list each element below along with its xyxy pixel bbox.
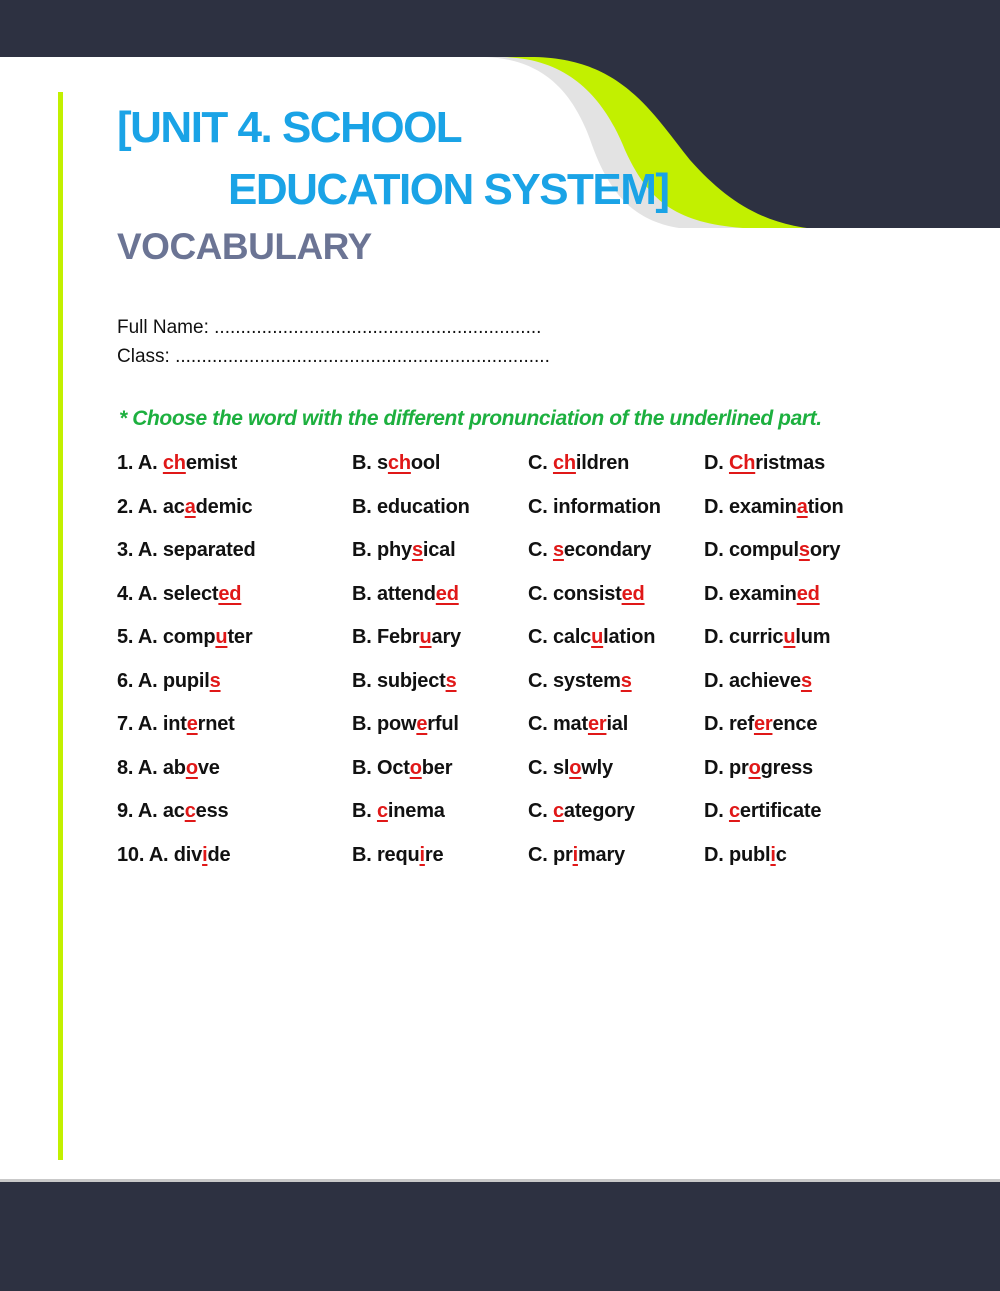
option-label: C. [528, 800, 553, 822]
word-text: ial [606, 713, 629, 735]
word-text: econdary [563, 539, 652, 561]
option-label: C. [528, 669, 553, 692]
answer-option[interactable] [528, 451, 629, 475]
answer-option[interactable] [352, 495, 470, 519]
word-text: gress [760, 756, 813, 779]
unit-title-line1: [UNIT 4. SCHOOL [117, 103, 462, 152]
word-text: consist [552, 582, 622, 605]
underlined-part: Ch [728, 452, 756, 474]
underlined-part: ed [218, 582, 242, 605]
underlined-part: ch [387, 452, 411, 474]
option-label: D. [704, 539, 729, 561]
word-text: ref [728, 713, 754, 735]
answer-option[interactable] [117, 625, 252, 649]
word-text: publ [728, 843, 771, 866]
bottom-dark-band [0, 1182, 1000, 1291]
word-text: ter [227, 626, 253, 648]
underlined-part: i [572, 843, 578, 866]
option-label: 10. A. [117, 843, 174, 866]
underlined-part: u [215, 626, 228, 648]
option-label: D. [704, 669, 729, 692]
word-text: ary [431, 626, 461, 648]
answer-option[interactable] [528, 582, 645, 606]
answer-option[interactable] [117, 495, 252, 519]
question-row [0, 712, 1000, 742]
word-text: compul [728, 539, 799, 561]
option-label: 6. A. [117, 669, 163, 692]
option-label: B. [352, 452, 377, 474]
option-label: C. [528, 713, 553, 735]
underlined-part: s [445, 669, 457, 692]
word-text: requ [376, 843, 420, 866]
word-text: ildren [575, 452, 630, 474]
instruction-text: * Choose the word with the different pronunciation of the underlined part. [119, 407, 822, 430]
word-text: phy [376, 539, 412, 561]
question-row [0, 625, 1000, 655]
answer-option[interactable] [528, 669, 632, 693]
answer-option[interactable] [117, 669, 221, 693]
option-label: D. [704, 582, 729, 605]
word-text: examin [728, 582, 797, 605]
word-text: ategory [563, 800, 635, 822]
option-label: D. [704, 495, 729, 518]
underlined-part: c [552, 800, 564, 822]
question-row [0, 538, 1000, 568]
word-text: achieve [728, 669, 801, 692]
option-label: 1. A. [117, 452, 163, 474]
option-label: B. [352, 843, 377, 866]
answer-option[interactable] [704, 669, 812, 693]
underlined-part: o [409, 756, 422, 779]
option-label: 5. A. [117, 626, 163, 648]
word-text: attend [376, 582, 436, 605]
word-text: ab [162, 756, 186, 779]
word-text: c [775, 843, 787, 866]
underlined-part: e [416, 713, 428, 735]
answer-option[interactable] [352, 669, 457, 693]
answer-option[interactable] [528, 495, 661, 519]
underlined-part: u [591, 626, 604, 648]
word-text: separated [162, 539, 256, 561]
answer-option[interactable] [704, 451, 825, 475]
answer-option[interactable] [117, 799, 228, 823]
word-text: wly [581, 756, 613, 779]
underlined-part: o [569, 756, 582, 779]
option-label: B. [352, 495, 377, 518]
answer-option[interactable] [704, 843, 787, 867]
word-text: ertificate [739, 800, 822, 822]
question-row [0, 756, 1000, 786]
option-label: B. [352, 800, 377, 822]
word-text: de [207, 843, 231, 866]
word-text: curric [728, 626, 784, 648]
underlined-part: ed [796, 582, 820, 605]
full-name-field: Full Name: .............................................................. [117, 317, 542, 338]
underlined-part: o [185, 756, 198, 779]
section-subtitle: VOCABULARY [117, 226, 372, 267]
option-label: B. [352, 626, 377, 648]
word-text: select [162, 582, 219, 605]
underlined-part: ed [435, 582, 459, 605]
word-text: demic [195, 495, 253, 518]
word-text: ve [197, 756, 220, 779]
class-field: Class: ....................................................................... [117, 346, 550, 367]
word-text: information [552, 495, 661, 518]
option-label: 3. A. [117, 539, 163, 561]
option-label: C. [528, 843, 553, 866]
underlined-part: c [728, 800, 740, 822]
word-text: ac [162, 495, 185, 518]
answer-option[interactable] [352, 756, 452, 780]
word-text: examin [728, 495, 797, 518]
word-text: pow [376, 713, 417, 735]
answer-option[interactable] [704, 799, 821, 823]
answer-option[interactable] [528, 712, 628, 736]
underlined-part: er [753, 713, 773, 735]
answer-option[interactable] [117, 538, 256, 562]
answer-option[interactable] [117, 756, 220, 780]
question-row [0, 495, 1000, 525]
underlined-part: ed [621, 582, 645, 605]
answer-option[interactable] [117, 712, 235, 736]
answer-option[interactable] [117, 843, 230, 867]
word-text: s [376, 452, 388, 474]
underlined-part: s [209, 669, 221, 692]
word-text: rful [427, 713, 459, 735]
word-text: div [173, 843, 203, 866]
word-text: pr [552, 843, 573, 866]
option-label: D. [704, 452, 729, 474]
underlined-part: u [783, 626, 796, 648]
word-text: pr [728, 756, 749, 779]
option-label: B. [352, 582, 377, 605]
option-label: C. [528, 539, 553, 561]
answer-option[interactable] [528, 799, 635, 823]
answer-option[interactable] [352, 582, 459, 606]
option-label: C. [528, 495, 553, 518]
word-text: ess [195, 800, 229, 822]
word-text: calc [552, 626, 592, 648]
underlined-part: a [184, 495, 196, 518]
word-text: Oct [376, 756, 410, 779]
underlined-part: o [748, 756, 761, 779]
word-text: tion [807, 495, 844, 518]
option-label: 8. A. [117, 756, 163, 779]
word-text: mat [552, 713, 588, 735]
question-row [0, 799, 1000, 829]
word-text: int [162, 713, 187, 735]
answer-option[interactable] [352, 451, 440, 475]
word-text: inema [387, 800, 445, 822]
word-text: ristmas [755, 452, 825, 474]
underlined-part: s [800, 669, 812, 692]
word-text: comp [162, 626, 216, 648]
word-text: lation [603, 626, 656, 648]
answer-option[interactable] [117, 582, 241, 606]
underlined-part: ch [162, 452, 186, 474]
underlined-part: e [186, 713, 198, 735]
word-text: ical [422, 539, 456, 561]
page-white-body [0, 228, 1000, 1181]
answer-option[interactable] [352, 799, 445, 823]
answer-option[interactable] [704, 495, 844, 519]
word-text: ac [162, 800, 185, 822]
option-label: D. [704, 843, 729, 866]
option-label: D. [704, 626, 729, 648]
underlined-part: s [552, 539, 564, 561]
word-text: ory [809, 539, 841, 561]
word-text: rnet [197, 713, 235, 735]
underlined-part: er [587, 713, 607, 735]
option-label: 9. A. [117, 800, 163, 822]
option-label: B. [352, 669, 377, 692]
question-row [0, 582, 1000, 612]
word-text: lum [795, 626, 831, 648]
word-text: subject [376, 669, 446, 692]
answer-option[interactable] [528, 538, 651, 562]
option-label: C. [528, 626, 553, 648]
option-label: B. [352, 756, 377, 779]
word-text: sl [552, 756, 570, 779]
answer-option[interactable] [352, 712, 459, 736]
answer-option[interactable] [704, 538, 840, 562]
answer-option[interactable] [528, 756, 613, 780]
underlined-part: i [770, 843, 776, 866]
word-text: ber [421, 756, 453, 779]
answer-option[interactable] [704, 625, 830, 649]
option-label: C. [528, 756, 553, 779]
underlined-part: c [184, 800, 196, 822]
answer-option[interactable] [704, 712, 817, 736]
option-label: C. [528, 452, 553, 474]
underlined-part: s [798, 539, 810, 561]
underlined-part: a [796, 495, 808, 518]
answer-option[interactable] [704, 582, 820, 606]
underlined-part: c [376, 800, 388, 822]
option-label: B. [352, 539, 377, 561]
word-text: ence [772, 713, 818, 735]
word-text: mary [577, 843, 625, 866]
answer-option[interactable] [352, 843, 443, 867]
answer-option[interactable] [117, 451, 237, 475]
option-label: D. [704, 756, 729, 779]
answer-option[interactable] [528, 843, 625, 867]
word-text: ool [410, 452, 441, 474]
underlined-part: ch [552, 452, 576, 474]
underlined-part: s [411, 539, 423, 561]
option-label: B. [352, 713, 377, 735]
underlined-part: i [202, 843, 208, 866]
option-label: D. [704, 713, 729, 735]
answer-option[interactable] [704, 756, 813, 780]
option-label: C. [528, 582, 553, 605]
question-row [0, 451, 1000, 481]
word-text: re [424, 843, 444, 866]
answer-option[interactable] [528, 625, 655, 649]
option-label: 2. A. [117, 495, 163, 518]
underlined-part: u [419, 626, 432, 648]
word-text: pupil [162, 669, 210, 692]
option-label: 7. A. [117, 713, 163, 735]
word-text: education [376, 495, 470, 518]
word-text: Febr [376, 626, 420, 648]
question-row [0, 669, 1000, 699]
answer-option[interactable] [352, 625, 461, 649]
option-label: 4. A. [117, 582, 163, 605]
underlined-part: i [419, 843, 425, 866]
answer-option[interactable] [352, 538, 455, 562]
unit-title-line2: EDUCATION SYSTEM] [228, 165, 669, 214]
word-text: system [552, 669, 621, 692]
question-row [0, 843, 1000, 873]
footer-line [0, 1179, 1000, 1182]
option-label: D. [704, 800, 729, 822]
word-text: emist [185, 452, 238, 474]
underlined-part: s [620, 669, 632, 692]
